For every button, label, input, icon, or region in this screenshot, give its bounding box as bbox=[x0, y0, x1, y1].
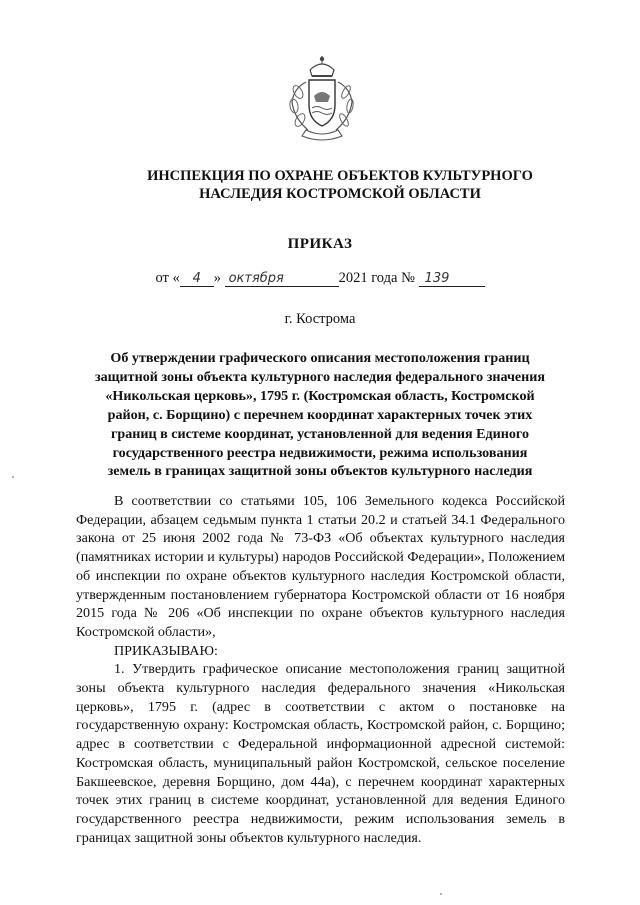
subject-line: защитной зоны объекта культурного наследия федерального значения bbox=[94, 368, 546, 385]
handwritten-order-number: 139 bbox=[419, 272, 485, 287]
subject-line: границ в системе координат, установленной для ведения Единого bbox=[110, 425, 530, 442]
document-type: ПРИКАЗ bbox=[287, 236, 353, 252]
subject-line: государственного реестра недвижимости, режима использования bbox=[112, 444, 528, 461]
subject-line: район, с. Борщино) с перечнем координат характерных точек этих bbox=[107, 406, 533, 423]
quote-close: » bbox=[213, 270, 221, 286]
document-date-line bbox=[0, 270, 640, 287]
scan-speck bbox=[440, 893, 442, 895]
scan-speck bbox=[12, 476, 14, 478]
preamble-paragraph: В соответствии со статьями 105, 106 Земельного кодекса Российской Федерации, абзацем седьмым пункта 1 статьи 20.2 и статьей 34.1 Федерального закона от 25 июня 2002 года № 73-ФЗ «Об объектах культурного наследия (памятниках истории и культуры) народов Российской Федерации», Положением об инспекции по охране объектов культурного наследия Костромской области, утвержденным постановлением губернатора Костромской области от 16 ноября 2015 года № 206 «Об инспекции по охране объектов культурного наследия Костромской области», bbox=[76, 493, 565, 640]
city: г. Кострома bbox=[284, 311, 356, 327]
year-text: 2021 года № bbox=[338, 270, 415, 286]
coat-of-arms-icon bbox=[272, 50, 372, 150]
date-prefix: от « bbox=[155, 270, 180, 286]
subject-line: Об утверждении графического описания местоположения границ bbox=[110, 350, 530, 366]
handwritten-day: 4 bbox=[180, 272, 214, 287]
organization-name-line-2: НАСЛЕДИЯ КОСТРОМСКОЙ ОБЛАСТИ bbox=[199, 186, 481, 202]
handwritten-month: октября bbox=[225, 272, 339, 287]
order-word: ПРИКАЗЫВАЮ: bbox=[114, 642, 218, 659]
document-subject bbox=[72, 349, 568, 481]
organization-name-line-1: ИНСПЕКЦИЯ ПО ОХРАНЕ ОБЪЕКТОВ КУЛЬТУРНОГО bbox=[147, 168, 533, 184]
subject-line: «Никольская церковь», 1795 г. (Костромская область, Костромской bbox=[105, 387, 535, 404]
subject-line: земель в границах защитной зоны объектов культурного наследия bbox=[107, 463, 533, 480]
clause-1-paragraph: 1. Утвердить графическое описание местоположения границ защитной зоны объекта культурного наследия федерального значения «Никольская церковь», 1795 г. (адрес в соответствии с актом о постановке на государственную охрану: Костромская область, Костромской район, с. Борщино; адрес в соответствии с Федеральной информационной адресной системой: Костромская область, муниципальный район Костромской, сельское поселение Бакшеевское, деревня Борщино, дом 44а), с перечнем координат характерных точек этих границ в системе координат, установленной для ведения Единого государственного реестра недвижимости, режим использования земель в границах защитной зоны объектов культурного наследия. bbox=[76, 661, 565, 846]
document-body bbox=[76, 492, 565, 847]
